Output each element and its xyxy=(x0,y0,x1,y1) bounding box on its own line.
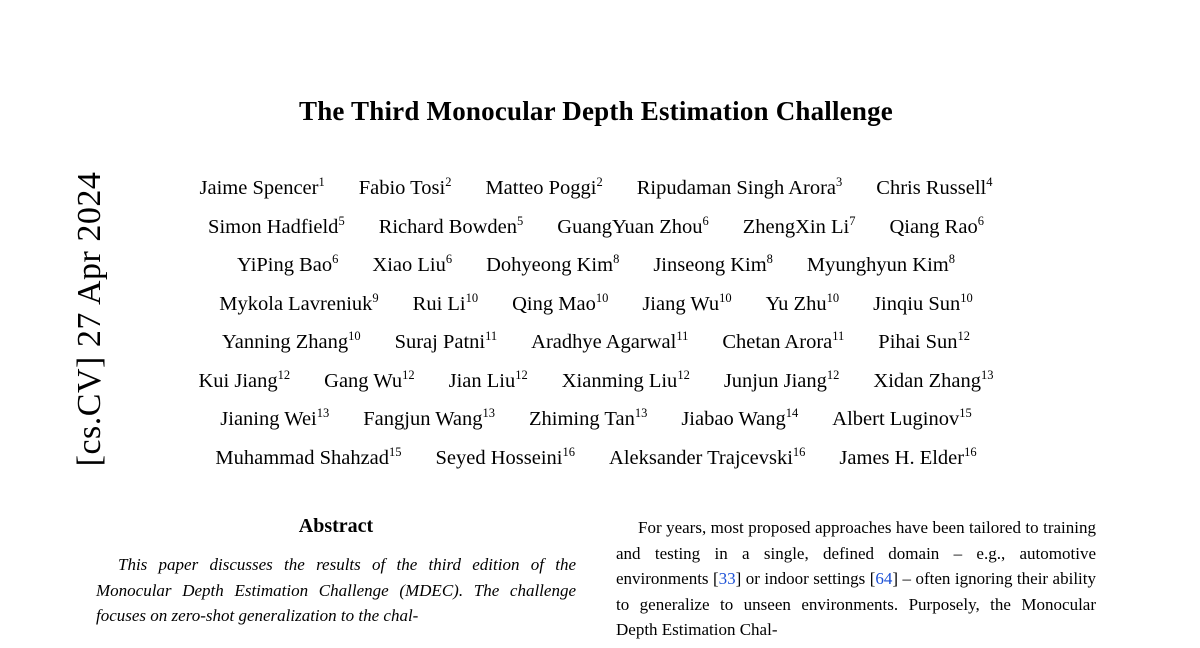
author-affiliation-marker: 16 xyxy=(964,444,977,459)
citation-link-33[interactable]: 33 xyxy=(718,569,736,588)
author-affiliation-marker: 4 xyxy=(986,175,993,190)
author-label: Suraj Patni xyxy=(394,331,486,353)
author-label: Aradhye Agarwal xyxy=(531,331,677,353)
author-label: Jiang Wu xyxy=(642,292,720,315)
author-name xyxy=(807,246,955,285)
author-name xyxy=(529,400,647,439)
author-name xyxy=(642,285,731,324)
author-affiliation-marker: 6 xyxy=(445,252,453,267)
intro-paragraph xyxy=(616,515,1096,643)
author-affiliation-marker: 6 xyxy=(702,213,709,228)
author-name xyxy=(609,439,805,478)
abstract-text-run: This paper discusses the results of the third edition of the Monocular Depth Estimation Challenge (MDEC). The challenge focuses on zero-shot generalization to the chal- xyxy=(96,555,576,625)
author-affiliation-marker: 10 xyxy=(719,290,732,305)
author-label: Fangjun Wang xyxy=(363,408,483,430)
author-affiliation-marker: 9 xyxy=(372,290,379,305)
author-name xyxy=(215,439,401,478)
intro-text-c: ] – often ignoring their ability to generalize to unseen environments. Purposely, the Monocular Depth Estimation Chal- xyxy=(616,569,1096,639)
author-affiliation-marker: 15 xyxy=(389,444,402,459)
author-affiliation-marker: 12 xyxy=(515,367,528,382)
author-label: Qing Mao xyxy=(512,292,596,315)
author-label: Muhammad Shahzad xyxy=(215,446,390,469)
author-label: Yu Zhu xyxy=(765,292,827,315)
author-affiliation-marker: 2 xyxy=(596,175,603,190)
abstract-heading: Abstract xyxy=(298,515,374,537)
author-name xyxy=(220,400,329,439)
author-name xyxy=(557,208,708,247)
author-name xyxy=(876,169,992,208)
author-name xyxy=(562,362,690,401)
author-label: Simon Hadfield xyxy=(208,215,339,238)
author-name xyxy=(512,285,608,324)
author-affiliation-marker: 10 xyxy=(348,329,361,344)
author-affiliation-marker: 10 xyxy=(465,290,479,305)
author-affiliation-marker: 12 xyxy=(277,367,291,382)
author-name xyxy=(208,208,345,247)
author-label: Richard Bowden xyxy=(378,215,518,238)
author-name xyxy=(395,323,498,362)
author-name xyxy=(832,400,971,439)
author-name xyxy=(219,285,378,324)
author-row xyxy=(96,362,1096,401)
author-affiliation-marker: 8 xyxy=(613,252,620,267)
author-affiliation-marker: 8 xyxy=(766,252,773,267)
page-title: The Third Monocular Depth Estimation Challenge xyxy=(298,96,893,126)
author-affiliation-marker: 6 xyxy=(332,252,339,267)
author-name xyxy=(379,208,524,247)
author-label: Ripudaman Singh Arora xyxy=(636,177,837,199)
author-affiliation-marker: 10 xyxy=(960,290,973,305)
author-name xyxy=(372,246,452,285)
author-label: Pihai Sun xyxy=(878,331,958,353)
author-affiliation-marker: 16 xyxy=(792,444,806,459)
author-affiliation-marker: 13 xyxy=(634,406,648,421)
author-row xyxy=(96,400,1096,439)
author-name xyxy=(889,208,984,247)
author-affiliation-marker: 10 xyxy=(595,290,609,305)
author-name xyxy=(485,169,602,208)
author-label: Xiao Liu xyxy=(372,254,446,276)
author-label: Qiang Rao xyxy=(889,215,978,238)
author-name xyxy=(324,362,414,401)
author-label: Yanning Zhang xyxy=(222,331,349,353)
author-label: Dohyeong Kim xyxy=(486,254,614,276)
author-affiliation-marker: 3 xyxy=(836,175,843,190)
author-affiliation-marker: 11 xyxy=(485,329,498,344)
author-name xyxy=(766,285,839,324)
intro-text-a: For years, most proposed approaches have been tailored to training and testing in a single, defined domain – e.g., automotive environments [ xyxy=(616,518,1096,588)
author-affiliation-marker: 16 xyxy=(562,444,576,459)
author-name xyxy=(724,362,840,401)
author-name xyxy=(200,169,325,208)
author-affiliation-marker: 12 xyxy=(402,367,415,382)
author-affiliation-marker: 13 xyxy=(482,406,496,421)
author-label: Kui Jiang xyxy=(198,369,278,392)
author-affiliation-marker: 5 xyxy=(338,213,345,228)
author-name xyxy=(743,208,856,247)
author-name xyxy=(839,439,976,478)
author-name xyxy=(237,246,338,285)
author-name xyxy=(222,323,361,362)
author-affiliation-marker: 7 xyxy=(849,213,856,228)
author-row xyxy=(96,169,1096,208)
author-label: Xidan Zhang xyxy=(873,369,981,392)
author-label: ZhengXin Li xyxy=(742,215,850,238)
paper-page xyxy=(96,0,1096,648)
author-label: Jinqiu Sun xyxy=(873,292,961,315)
author-label: Albert Luginov xyxy=(832,408,960,430)
author-name xyxy=(531,323,688,362)
right-column xyxy=(616,515,1096,643)
author-label: Rui Li xyxy=(412,292,466,315)
author-label: Jian Liu xyxy=(448,369,516,392)
author-name xyxy=(486,246,619,285)
author-label: Gang Wu xyxy=(324,369,403,392)
author-label: GuangYuan Zhou xyxy=(557,215,703,238)
author-label: Mykola Lavreniuk xyxy=(219,292,373,315)
author-label: Chris Russell xyxy=(876,177,987,199)
author-name xyxy=(449,362,528,401)
intro-text-b: ] or indoor settings [ xyxy=(735,569,876,588)
author-label: YiPing Bao xyxy=(237,254,333,276)
author-label: Fabio Tosi xyxy=(358,177,446,199)
author-name xyxy=(653,246,773,285)
author-name xyxy=(878,323,970,362)
author-affiliation-marker: 2 xyxy=(445,175,452,190)
left-column xyxy=(96,515,576,643)
author-affiliation-marker: 11 xyxy=(832,329,845,344)
author-name xyxy=(199,362,291,401)
author-affiliation-marker: 8 xyxy=(948,252,955,267)
author-label: Chetan Arora xyxy=(722,331,833,353)
author-name xyxy=(722,323,844,362)
author-label: Junjun Jiang xyxy=(723,369,827,392)
author-affiliation-marker: 15 xyxy=(959,406,972,421)
author-affiliation-marker: 12 xyxy=(957,329,970,344)
author-affiliation-marker: 12 xyxy=(826,367,840,382)
citation-link-64[interactable]: 64 xyxy=(875,569,893,588)
author-name xyxy=(436,439,575,478)
author-name xyxy=(637,169,843,208)
author-name xyxy=(363,400,495,439)
author-list xyxy=(96,169,1096,477)
author-name xyxy=(413,285,478,324)
author-affiliation-marker: 6 xyxy=(977,213,984,228)
author-row xyxy=(96,323,1096,362)
author-label: Zhiming Tan xyxy=(529,408,635,430)
author-label: Seyed Hosseini xyxy=(435,446,563,469)
author-affiliation-marker: 11 xyxy=(676,329,689,344)
abstract-text xyxy=(96,552,576,629)
author-label: Xianming Liu xyxy=(561,369,678,392)
author-row xyxy=(96,439,1096,478)
author-label: Jianing Wei xyxy=(220,408,317,430)
author-label: Jiabao Wang xyxy=(681,408,786,430)
author-label: Jinseong Kim xyxy=(653,254,767,276)
author-name xyxy=(681,400,798,439)
author-row xyxy=(96,285,1096,324)
author-affiliation-marker: 10 xyxy=(826,290,840,305)
author-affiliation-marker: 12 xyxy=(677,367,690,382)
author-name xyxy=(873,285,973,324)
author-affiliation-marker: 13 xyxy=(981,367,994,382)
author-row xyxy=(96,246,1096,285)
author-affiliation-marker: 5 xyxy=(517,213,524,228)
author-label: Aleksander Trajcevski xyxy=(609,446,793,469)
author-label: Jaime Spencer xyxy=(199,177,319,199)
author-affiliation-marker: 13 xyxy=(316,406,330,421)
author-label: Myunghyun Kim xyxy=(806,254,949,276)
arxiv-identifier-stamp: [cs.CV] 27 Apr 2024 xyxy=(71,171,108,467)
author-label: Matteo Poggi xyxy=(485,177,597,199)
author-affiliation-marker: 14 xyxy=(785,406,799,421)
author-name xyxy=(873,362,993,401)
two-column-body xyxy=(96,515,1096,643)
author-label: James H. Elder xyxy=(839,446,965,469)
author-row xyxy=(96,208,1096,247)
author-affiliation-marker: 1 xyxy=(318,175,325,190)
author-name xyxy=(359,169,452,208)
